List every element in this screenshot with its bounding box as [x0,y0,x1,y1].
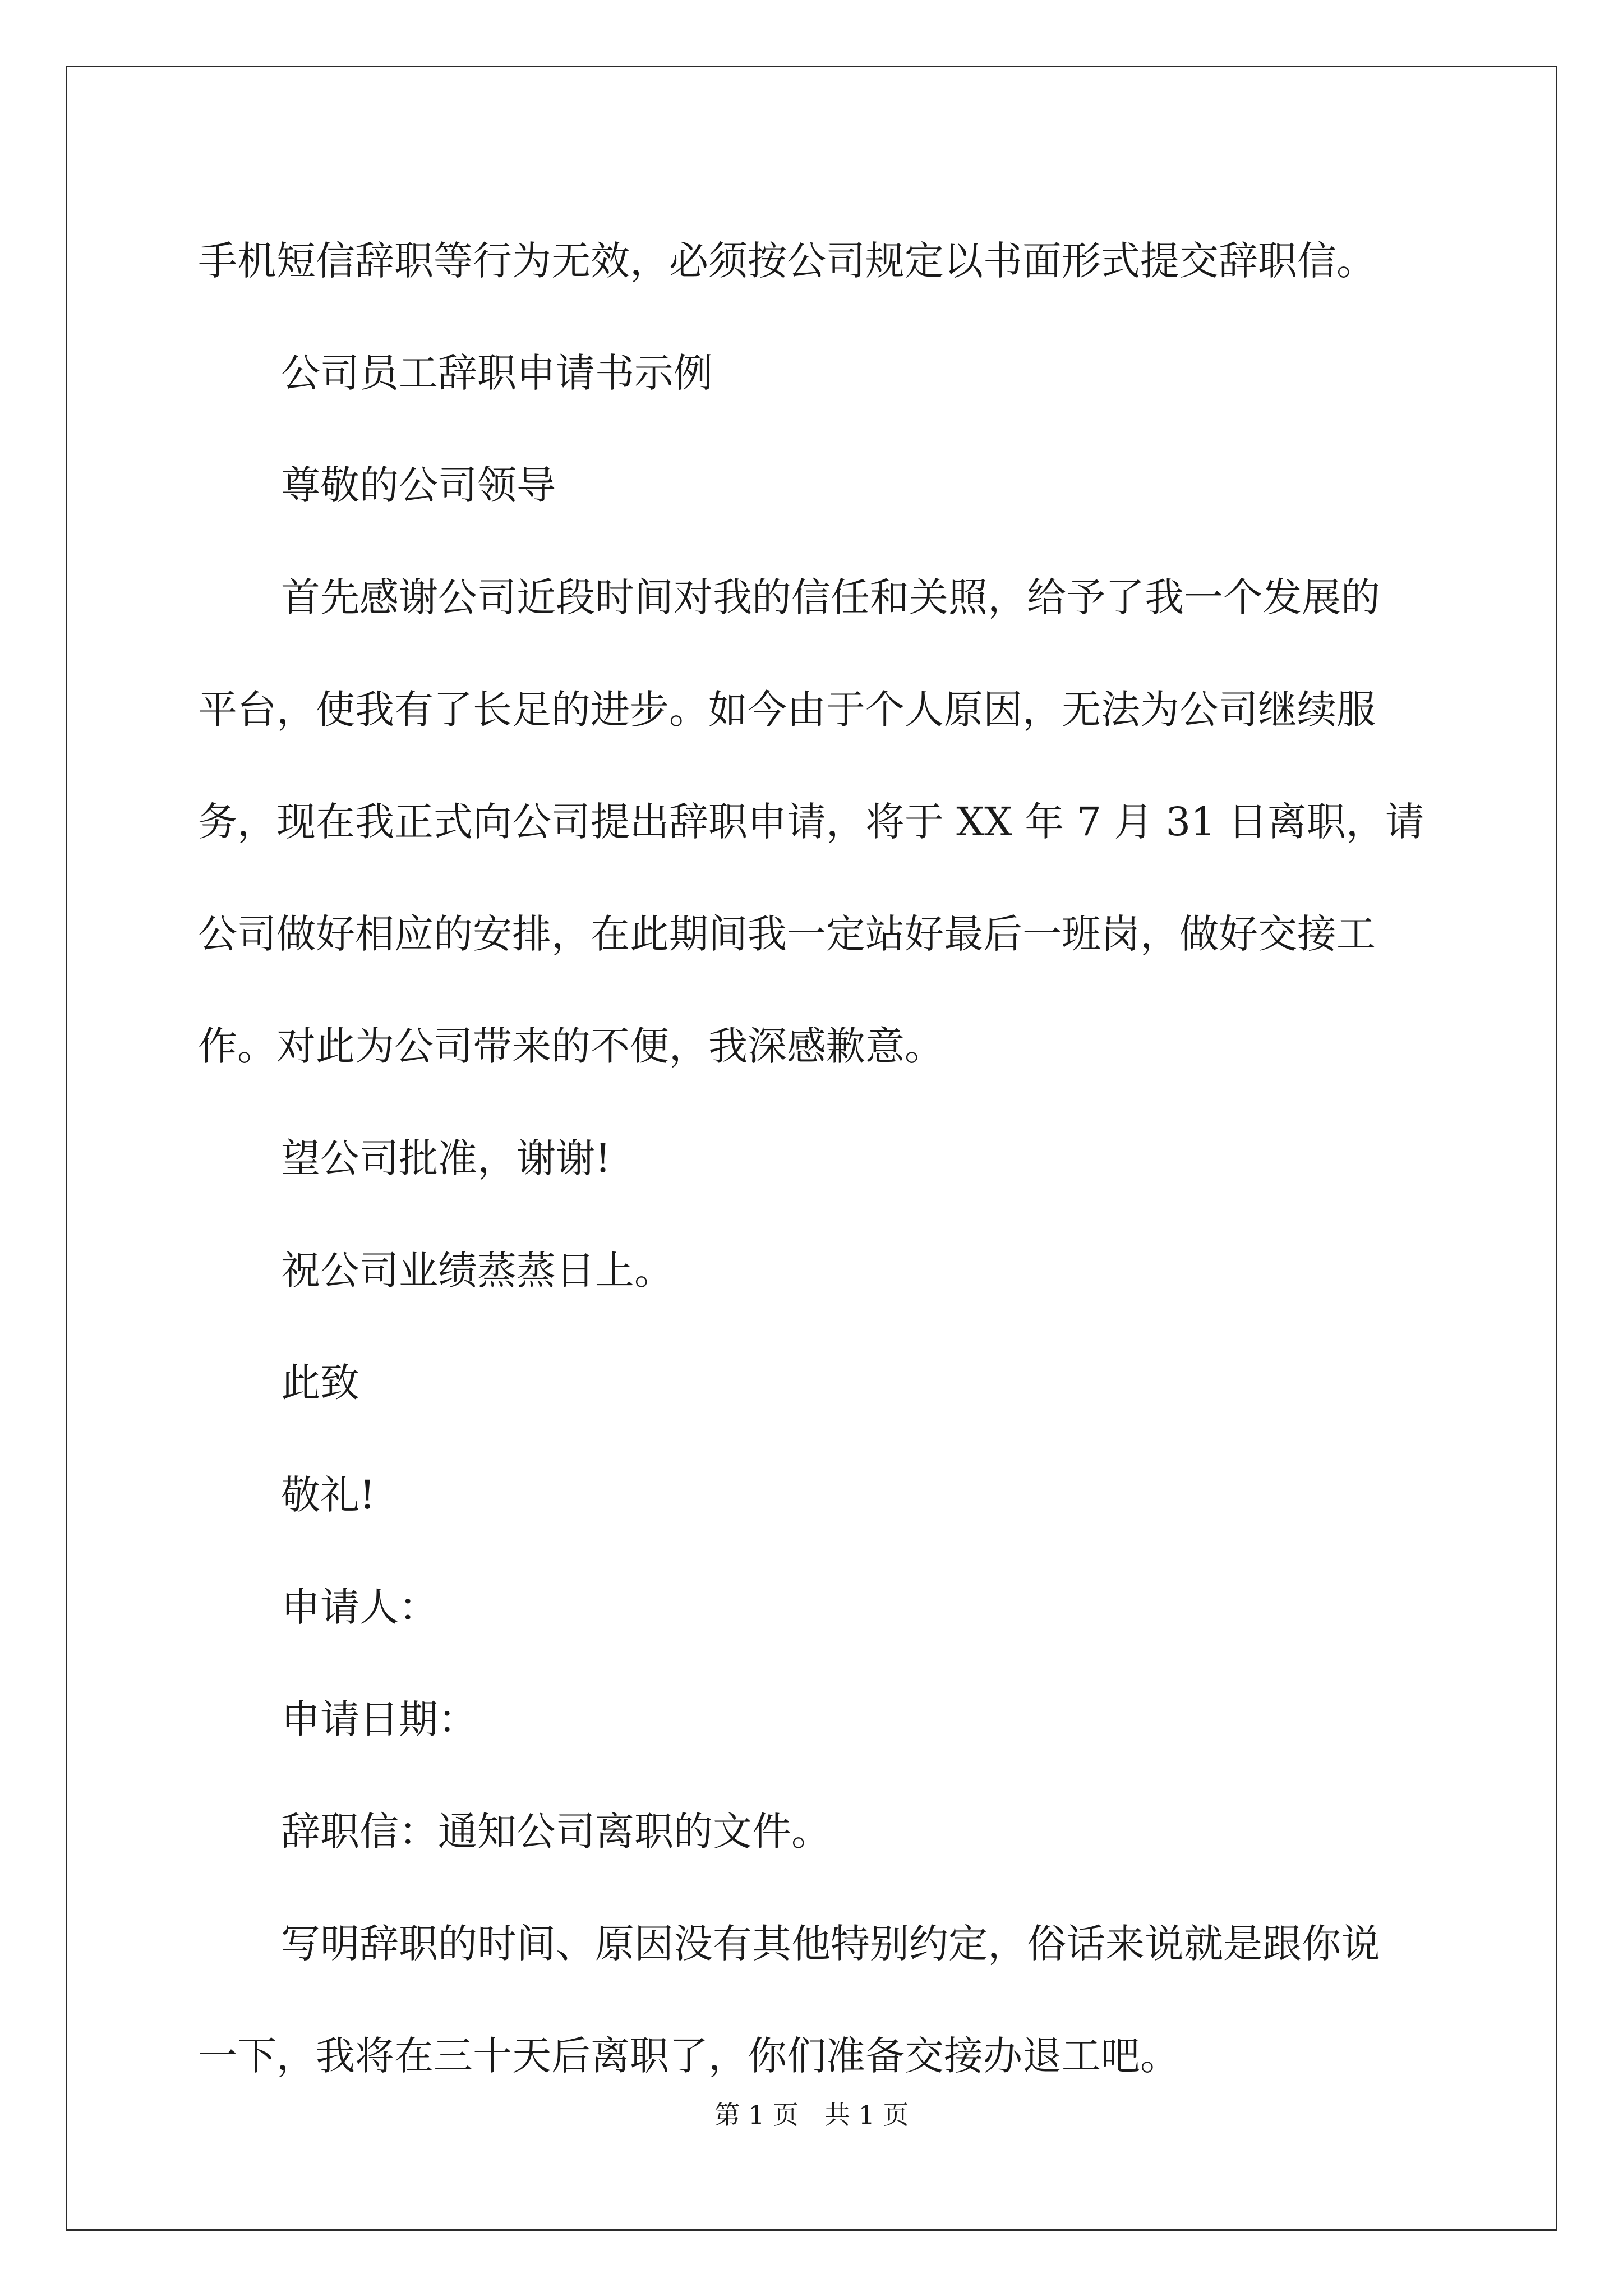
text-line: 作。对此为公司带来的不便，我深感歉意。 [198,1023,944,1069]
page-footer: 第 1 页 共 1 页 [714,2100,909,2130]
text-line: 写明辞职的时间、原因没有其他特别约定，俗话来说就是跟你说 [281,1921,1380,1967]
text-line: 手机短信辞职等行为无效，必须按公司规定以书面形式提交辞职信。 [198,238,1376,284]
text-line: 申请日期： [281,1696,477,1742]
text-line: 公司做好相应的安排，在此期间我一定站好最后一班岗，做好交接工 [198,911,1376,957]
document-body [198,205,1432,2112]
text-line: 平台，使我有了长足的进步。如今由于个人原因，无法为公司继续服 [198,687,1376,733]
text-line: 此致 [281,1360,359,1406]
text-line: 申请人： [281,1584,438,1630]
text-line: 公司员工辞职申请书示例 [281,350,713,396]
text-line: 尊敬的公司领导 [281,462,556,508]
text-line: 务，现在我正式向公司提出辞职申请，将于 XX 年 7 月 31 日离职，请 [198,799,1424,845]
text-line: 辞职信：通知公司离职的文件。 [281,1809,831,1855]
text-line: 望公司批准，谢谢! [281,1135,611,1181]
text-line: 敬礼! [281,1472,376,1518]
text-line: 祝公司业绩蒸蒸日上。 [281,1248,674,1294]
text-line: 首先感谢公司近段时间对我的信任和关照，给予了我一个发展的 [281,574,1380,620]
text-line: 一下，我将在三十天后离职了，你们准备交接办退工吧。 [198,2033,1179,2079]
